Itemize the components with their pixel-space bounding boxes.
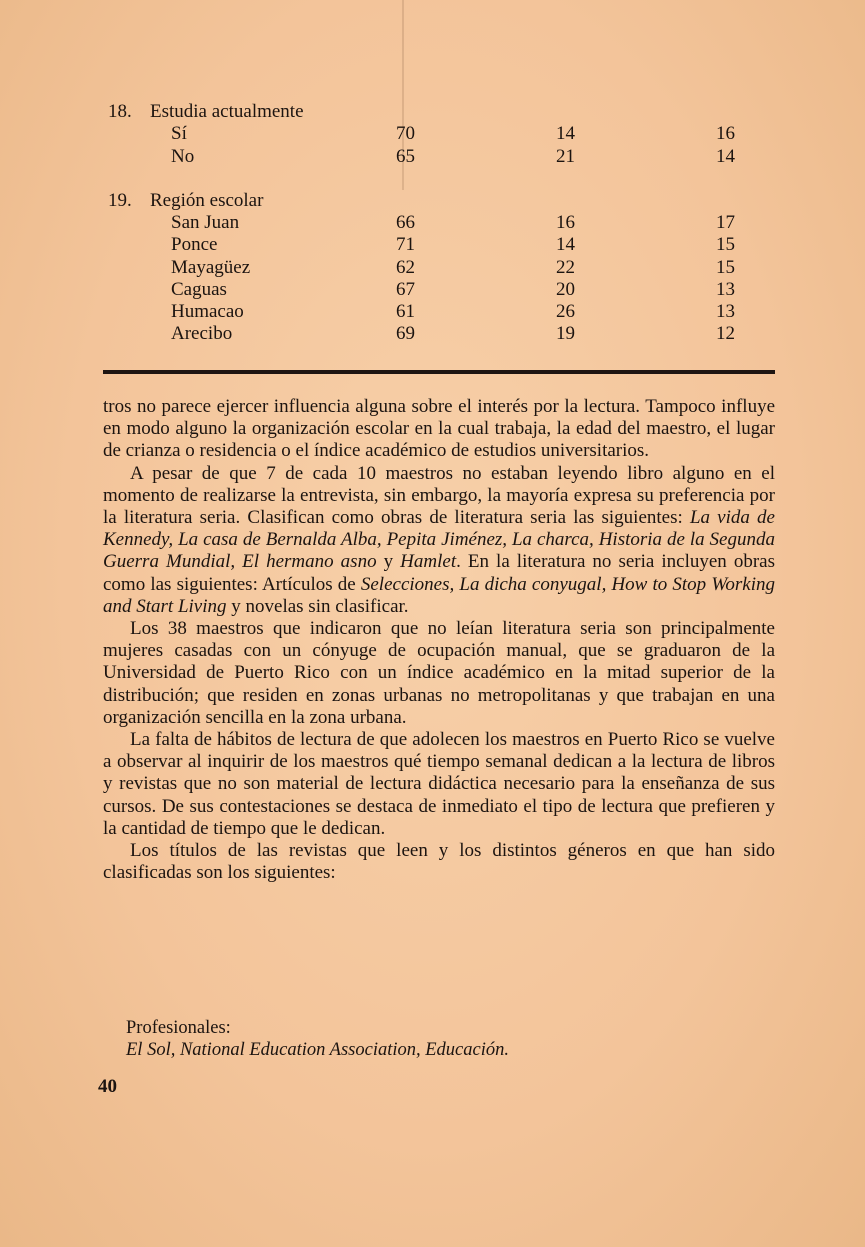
paragraph: Los 38 maestros que indicaron que no leían literatura seria son principalmente mujeres casadas con un cónyuge de ocupación manual, que se graduaron de la Universidad de Puerto Rico con un índice académico en la mitad superior de la distribución; que residen en zonas urbanas no metropolitanas y que trabajan en una organización sencilla en la zona urbana. <box>103 618 775 728</box>
row-label: Ponce <box>171 234 218 255</box>
cell-col-1: 71 <box>396 234 415 255</box>
cell-col-3: 15 <box>716 234 735 255</box>
row-label: San Juan <box>171 212 240 233</box>
cell-col-3: 17 <box>716 212 735 233</box>
magazine-titles: El Sol, National Education Association, Educación. <box>126 1040 509 1060</box>
row-label: Humacao <box>171 301 244 322</box>
question-number: 19. <box>108 190 132 211</box>
paragraph-text: y novelas sin clasificar. <box>226 595 409 617</box>
row-label: No <box>171 146 195 167</box>
question-number: 18. <box>108 101 132 122</box>
category-label: Profesionales: <box>126 1018 231 1038</box>
cell-col-2: 21 <box>556 146 575 167</box>
cell-col-2: 14 <box>556 123 575 144</box>
cell-col-3: 13 <box>716 301 735 322</box>
cell-col-2: 26 <box>556 301 575 322</box>
question-label: Región escolar <box>150 190 264 211</box>
paragraph: La falta de hábitos de lectura de que adolecen los maestros en Puerto Rico se vuelve a observar al inquirir de los maestros qué tiempo semanal dedican a la lectura de libros y revistas que no son material de lectura didáctica necesario para la enseñanza de sus cursos. De sus contestaciones se destaca de inmediato el tipo de lectura que prefieren y la cantidad de tiempo que le dedican. <box>103 729 775 839</box>
paragraph: tros no parece ejercer influencia alguna sobre el interés por la lectura. Tampoco influye en modo alguno la organización escolar en la cual trabaja, la edad del maestro, el lugar de crianza o residencia o el índice académico de estudios universitarios. <box>103 396 775 462</box>
question-label: Estudia actualmente <box>150 101 304 122</box>
row-label: Mayagüez <box>171 257 251 278</box>
book-titles: La vida de Kennedy, La casa de Bernalda Alba, Pepita Jiménez, La charca, Historia de la Segunda Guerra Mundial, El hermano asno <box>103 507 775 573</box>
cell-col-3: 14 <box>716 146 735 167</box>
row-label: Sí <box>171 123 187 144</box>
page-number: 40 <box>98 1076 117 1097</box>
cell-col-3: 12 <box>716 323 735 344</box>
cell-col-2: 16 <box>556 212 575 233</box>
cell-col-1: 62 <box>396 257 415 278</box>
row-label: Caguas <box>171 279 227 300</box>
body-text <box>103 396 775 884</box>
profesionales-list <box>126 1017 509 1061</box>
paragraph-text: y <box>376 551 401 573</box>
cell-col-3: 16 <box>716 123 735 144</box>
cell-col-1: 65 <box>396 146 415 167</box>
cell-col-2: 19 <box>556 323 575 344</box>
paragraph: Los títulos de las revistas que leen y los distintos géneros en que han sido clasificadas son los siguientes: <box>103 840 775 884</box>
cell-col-2: 22 <box>556 257 575 278</box>
cell-col-2: 14 <box>556 234 575 255</box>
cell-col-3: 15 <box>716 257 735 278</box>
table-bottom-rule <box>103 370 775 374</box>
cell-col-2: 20 <box>556 279 575 300</box>
cell-col-3: 13 <box>716 279 735 300</box>
cell-col-1: 70 <box>396 123 415 144</box>
row-label: Arecibo <box>171 323 233 344</box>
cell-col-1: 66 <box>396 212 415 233</box>
paragraph <box>103 463 775 618</box>
paragraph-text: . En la literatura no seria incluyen obras como las siguientes: Artículos de <box>103 551 775 595</box>
cell-col-1: 61 <box>396 301 415 322</box>
cell-col-1: 67 <box>396 279 415 300</box>
book-title: Hamlet <box>400 551 457 573</box>
cell-col-1: 69 <box>396 323 415 344</box>
book-titles: Selecciones, La dicha conyugal, How to Stop Working and Start Living <box>103 573 776 617</box>
paragraph-text: A pesar de que 7 de cada 10 maestros no estaban leyendo libro alguno en el momento de realizarse la entrevista, sin embargo, la mayoría expresa su preferencia por la literatura seria. Clasifican como obras de literatura seria las siguientes: <box>103 462 775 529</box>
